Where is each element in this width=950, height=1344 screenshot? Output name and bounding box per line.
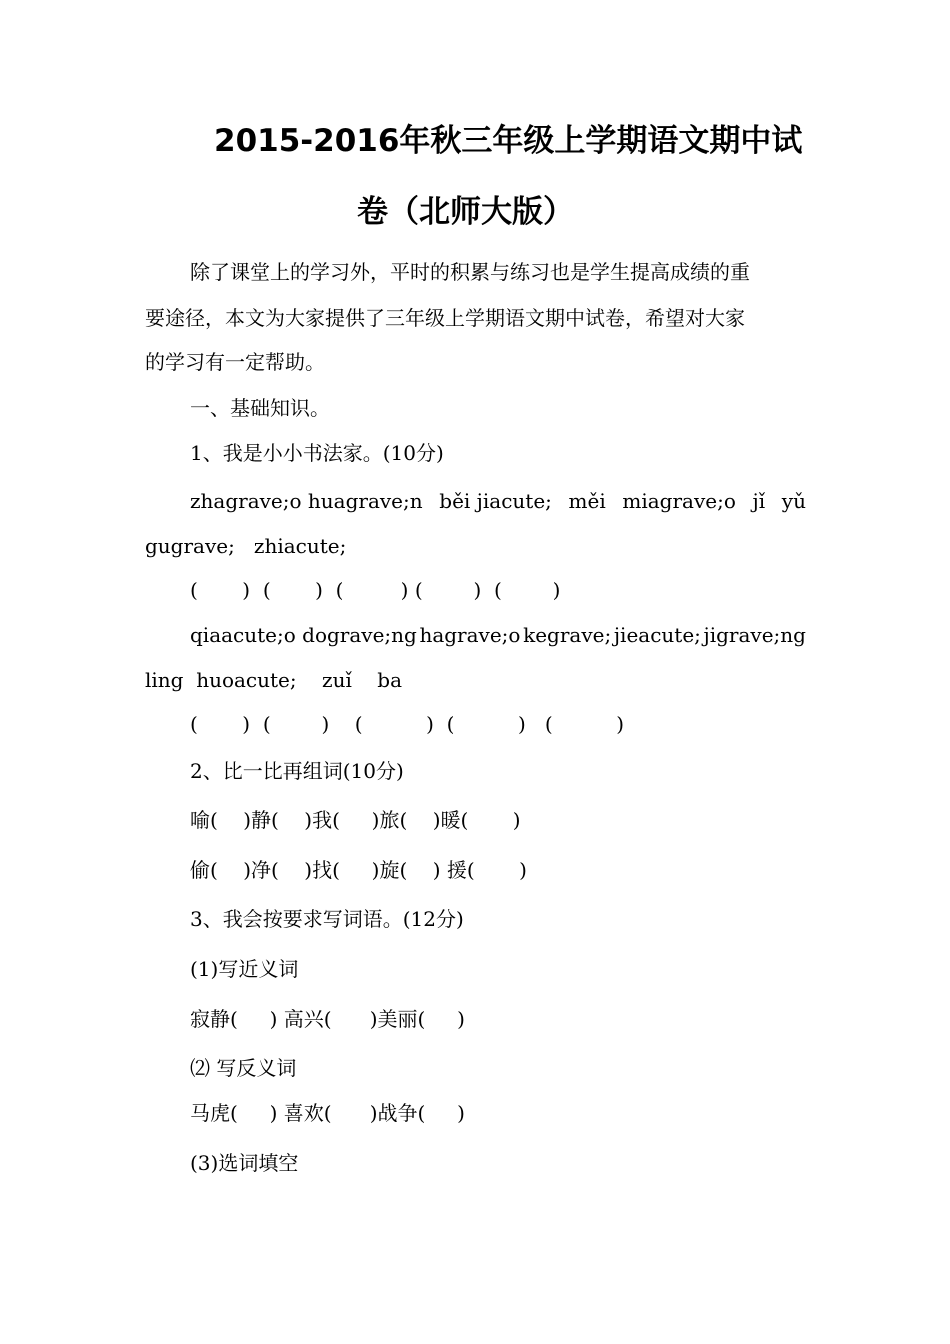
pinyin-word: qiaacute;o dograve;ng: [190, 623, 417, 647]
pinyin-row-2: [190, 622, 806, 648]
answer-blanks-row-1: ( ) ( ) ( ) ( ) ( ): [190, 578, 561, 602]
pinyin-word: jigrave;ng: [703, 623, 806, 647]
intro-line-1: 除了课堂上的学习外，平时的积累与练习也是学生提高成绩的重: [190, 260, 750, 284]
answer-blanks-row-2: ( ) ( ) ( ) ( ) ( ): [190, 712, 625, 736]
fill-in-words-label: (3)选词填空: [190, 1151, 299, 1175]
pinyin-word: hagrave;o: [419, 623, 521, 647]
question-3-heading: 3、我会按要求写词语。(12分): [190, 907, 464, 931]
question-2-heading: 2、比一比再组词(10分): [190, 759, 404, 783]
intro-line-3: 的学习有一定帮助。: [145, 350, 325, 374]
intro-line-2: 要途径，本文为大家提供了三年级上学期语文期中试卷，希望对大家: [145, 306, 745, 330]
pinyin-word: zhagrave;o huagrave;n: [190, 489, 423, 513]
pinyin-word: jǐ: [752, 489, 766, 513]
pinyin-word: jieacute;: [613, 623, 701, 647]
compare-words-row-1: 喻( )静( )我( )旅( )暖( ): [190, 808, 521, 832]
synonym-label: (1)写近义词: [190, 957, 299, 981]
pinyin-word: yǔ: [781, 489, 806, 513]
pinyin-row-1-continued: gugrave; zhiacute;: [145, 534, 347, 558]
antonym-row: 马虎( ) 喜欢( )战争( ): [190, 1101, 465, 1125]
section-heading: 一、基础知识。: [190, 396, 330, 420]
pinyin-word: běi jiacute;: [439, 489, 552, 513]
pinyin-word: kegrave;: [523, 623, 612, 647]
document-title-line-2: 卷（北师大版）: [357, 194, 574, 230]
question-1-heading: 1、我是小小书法家。(10分): [190, 441, 444, 465]
compare-words-row-2: 偷( )净( )找( )旋( ) 援( ): [190, 858, 527, 882]
document-title-line-1: 2015-2016年秋三年级上学期语文期中试: [214, 123, 803, 159]
synonym-row: 寂静( ) 高兴( )美丽( ): [190, 1007, 465, 1031]
antonym-label: ⑵ 写反义词: [190, 1056, 297, 1080]
pinyin-row-1: [190, 488, 806, 514]
pinyin-word: měi: [568, 489, 606, 513]
pinyin-row-2-continued: ling huoacute; zuǐ ba: [145, 668, 403, 692]
pinyin-word: miagrave;o: [622, 489, 736, 513]
